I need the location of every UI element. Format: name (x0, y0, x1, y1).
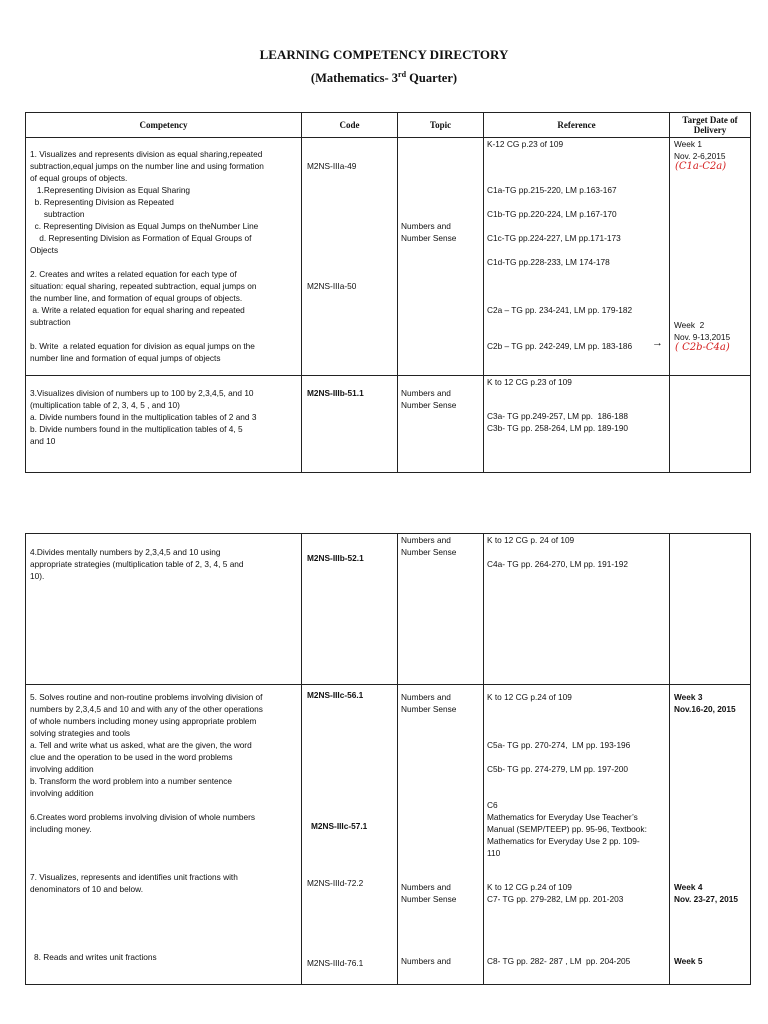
target-date-cell (670, 685, 751, 985)
reference-cell (484, 138, 670, 376)
competency-7-text: 7. Visualizes, represents and identifies unit fractions with denominators of 10 and below. (30, 872, 238, 894)
reference-cg: K-12 CG p.23 of 109 (487, 139, 564, 149)
table-row (26, 376, 751, 473)
code-2: M2NS-IIIa-50 (307, 281, 357, 291)
reference-cg: K to 12 CG p.24 of 109 (487, 692, 572, 702)
reference-c3: C3a- TG pp.249-257, LM pp. 186-188 C3b- TG pp. 258-264, LM pp. 189-190 (487, 411, 628, 433)
competency-cell (26, 376, 302, 473)
competency-4-text: 4.Divides mentally numbers by 2,3,4,5 and 10 using appropriate strategies (multiplication table of 2, 3, 4, 5 and 10). (30, 547, 244, 581)
reference-c8: C8- TG pp. 282- 287 , LM pp. 204-205 (487, 956, 631, 966)
table-row (26, 685, 751, 985)
reference-c1c: C1c-TG pp.224-227, LM pp.171-173 (487, 233, 621, 243)
document-title: LEARNING COMPETENCY DIRECTORY (259, 47, 509, 62)
code-8: M2NS-IIId-76.1 (307, 958, 364, 968)
reference-c7: K to 12 CG p.24 of 109 C7- TG pp. 279-282, LM pp. 201-203 (487, 882, 624, 904)
header-topic: Topic (398, 113, 484, 138)
competency-table-2 (25, 533, 751, 985)
competency-table-1 (25, 112, 751, 473)
competency-1-text: 1. Visualizes and represents division as equal sharing,repeated subtraction,equal jumps on the number line and using formation of equal groups of objects. 1.Representing Division as Equal Sharing b. Representing Division as Repeated subtraction c. Representing Division as Equal Jumps on theNumber Line d. Representing Division as Formation of Equal Groups of Objects (30, 149, 264, 255)
code-6: M2NS-IIIc-57.1 (311, 821, 368, 831)
week-2-date: Week 2 Nov. 9-13,2015 (674, 320, 731, 342)
topic-text: Numbers and (401, 956, 451, 966)
code-1: M2NS-IIIa-49 (307, 161, 357, 171)
competency-6-text: 6.Creates word problems involving division of whole numbers including money. (30, 812, 256, 834)
target-date-cell (670, 376, 751, 473)
week-4-date: Week 4 Nov. 23-27, 2015 (674, 882, 738, 904)
reference-cell (484, 685, 670, 985)
handwritten-note-2: ( C2b-C4a) (675, 342, 730, 353)
header-competency: Competency (26, 113, 302, 138)
reference-c4a: C4a- TG pp. 264-270, LM pp. 191-192 (487, 559, 628, 569)
topic-cell (398, 138, 484, 376)
header-code: Code (302, 113, 398, 138)
topic-text: Numbers and Number Sense (401, 535, 457, 557)
code-cell (302, 138, 398, 376)
code-4: M2NS-IIIb-52.1 (307, 553, 364, 563)
code-3: M2NS-IIIb-51.1 (307, 388, 364, 398)
reference-cg: K to 12 CG p.23 of 109 (487, 377, 572, 387)
reference-cell (484, 534, 670, 685)
subtitle-suffix: Quarter) (406, 71, 458, 86)
competency-cell (26, 138, 302, 376)
reference-c5b: C5b- TG pp. 274-279, LM pp. 197-200 (487, 764, 628, 774)
topic-text: Numbers and Number Sense (401, 221, 457, 243)
code-cell (302, 376, 398, 473)
week-3-date: Week 3 Nov.16-20, 2015 (674, 692, 736, 714)
competency-2-text: 2. Creates and writes a related equation for each type of situation: equal sharing, repeated subtraction, equal jumps on the number line, and formation of equal groups of objects. a. Write a related equation for equal sharing and repeated subtraction (30, 269, 257, 327)
topic-cell (398, 685, 484, 985)
reference-c6: C6 Mathematics for Everyday Use Teacher’s Manual (SEMP/TEEP) pp. 95-96, Textbook: Mathematics for Everyday Use 2 pp. 109- 110 (487, 800, 647, 858)
reference-c2b: C2b – TG pp. 242-249, LM pp. 183-186 (487, 341, 633, 351)
reference-cell (484, 376, 670, 473)
topic-text: Numbers and Number Sense (401, 388, 457, 410)
topic-text: Numbers and Number Sense (401, 692, 457, 714)
code-cell (302, 685, 398, 985)
target-date-cell (670, 138, 751, 376)
topic-text: Numbers and Number Sense (401, 882, 457, 904)
week-5-date: Week 5 (674, 956, 703, 966)
competency-2b-text: b. Write a related equation for division as equal jumps on the number line and formation of equal jumps of objects (30, 341, 255, 363)
document-subtitle (0, 70, 768, 86)
header-reference: Reference (484, 113, 670, 138)
table-row (26, 138, 751, 376)
reference-c1b: C1b-TG pp.220-224, LM p.167-170 (487, 209, 617, 219)
table-header-row (26, 113, 751, 138)
competency-5-text: 5. Solves routine and non-routine problems involving division of numbers by 2,3,4,5 and 10 and with any of the other operations of whole numbers including money using appropriate problem solving strategies and tools a. Tell and write what us asked, what are the given, the word clue and the operation to be used in the word problems involving addition b. Transform the word problem into a number sentence involving addition (30, 692, 263, 798)
subtitle-superscript: rd (398, 70, 407, 79)
competency-cell (26, 685, 302, 985)
competency-3-text: 3.Visualizes division of numbers up to 100 by 2,3,4,5, and 10 (multiplication table of 2, 3, 4, 5 , and 10) a. Divide numbers found in the multiplication tables of 2 and 3 b. Divide numbers found in the multiplication tables of 4, 5 and 10 (30, 388, 257, 446)
table-row (26, 534, 751, 685)
code-cell (302, 534, 398, 685)
header-target-date: Target Date of Delivery (670, 113, 751, 138)
handwritten-note-1: (C1a-C2a) (675, 161, 727, 172)
code-5: M2NS-IIIc-56.1 (307, 690, 364, 700)
reference-c1a: C1a-TG pp.215-220, LM p.163-167 (487, 185, 617, 195)
target-date-cell (670, 534, 751, 685)
competency-cell (26, 534, 302, 685)
reference-c2a: C2a – TG pp. 234-241, LM pp. 179-182 (487, 305, 633, 315)
reference-cg: K to 12 CG p. 24 of 109 (487, 535, 575, 545)
subtitle-prefix: (Mathematics- 3 (310, 71, 399, 86)
topic-cell (398, 376, 484, 473)
topic-cell (398, 534, 484, 685)
arrow-right-icon: → (652, 337, 663, 349)
competency-8-text: 8. Reads and writes unit fractions (34, 952, 157, 962)
reference-c1d: C1d-TG pp.228-233, LM 174-178 (487, 257, 610, 267)
week-1-date: Week 1 Nov. 2-6,2015 (674, 139, 726, 161)
code-7: M2NS-IIId-72.2 (307, 878, 364, 888)
reference-c5a: C5a- TG pp. 270-274, LM pp. 193-196 (487, 740, 631, 750)
